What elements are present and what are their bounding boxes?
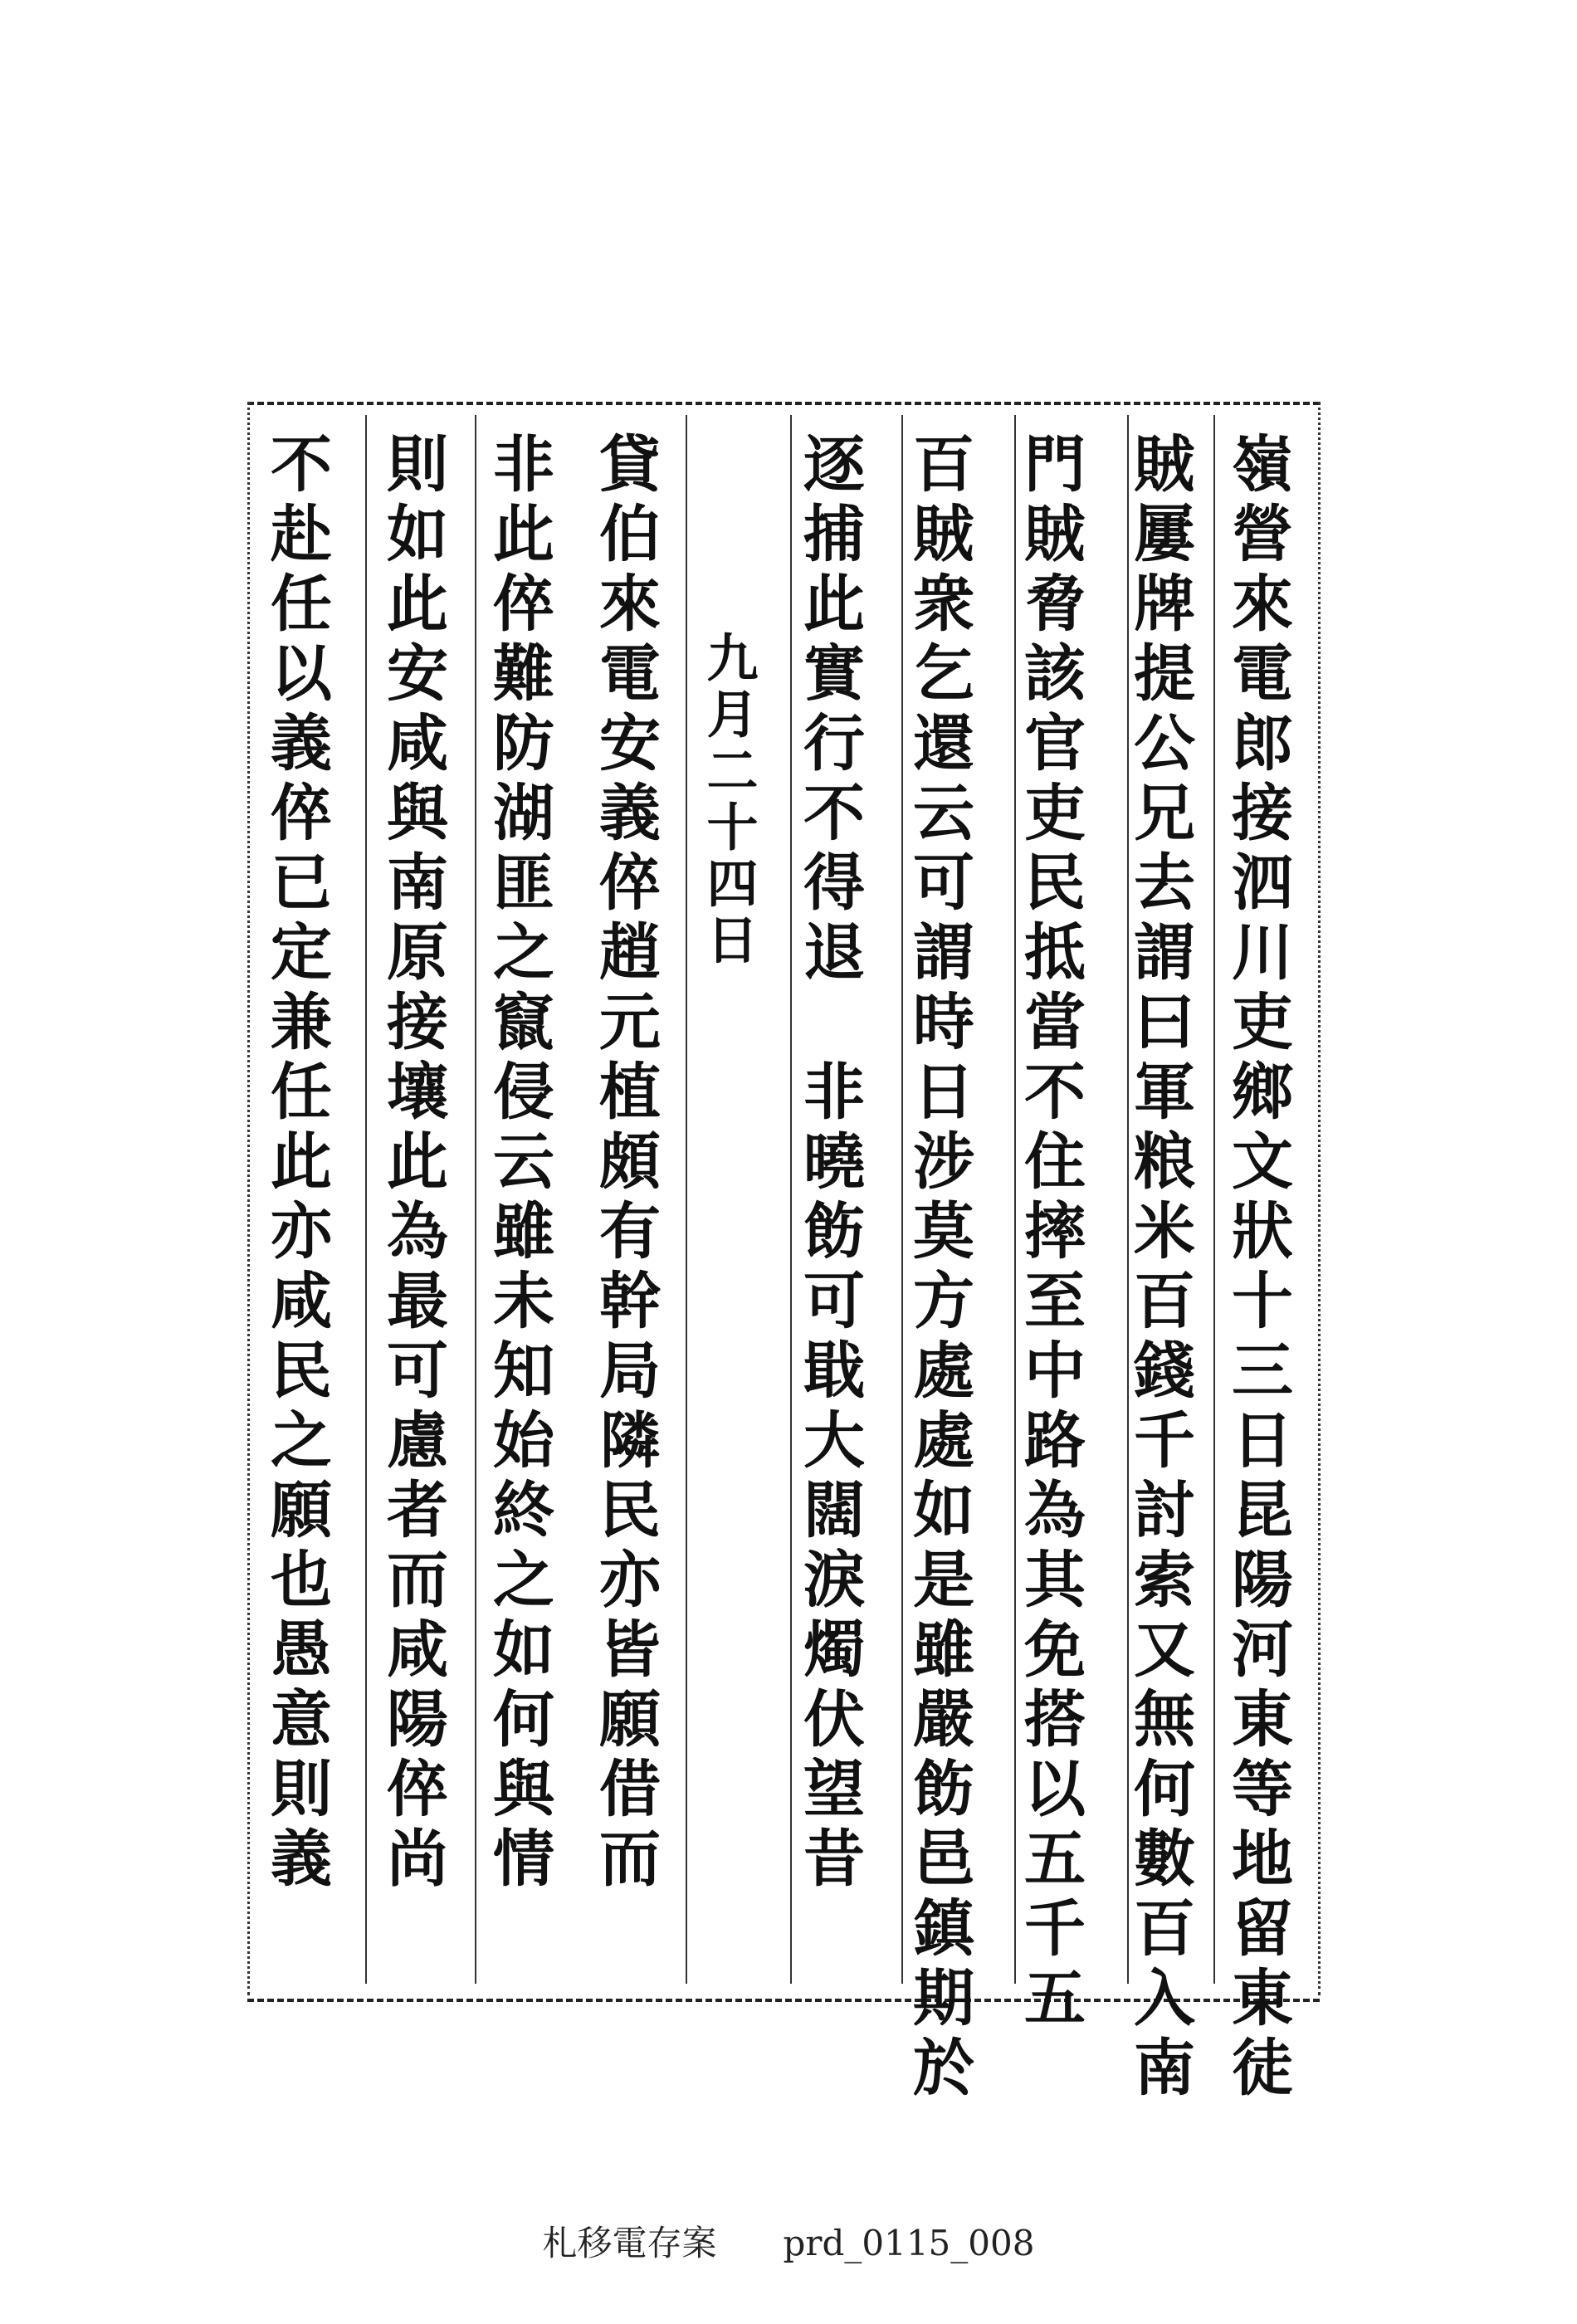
text-column: 貸伯來電安義倅趙元植頗有幹局隣民亦皆願借而 (589, 432, 661, 1896)
text-column: 則如此安咸與南原接壤此為最可慮者而咸陽倅尚 (377, 432, 448, 1896)
column-rule (790, 415, 792, 1984)
text-column: 門賊脅該官吏民抵當不住摔至中路為其免搭以五千五 (1014, 432, 1086, 2035)
page-footer (0, 2216, 1577, 2266)
column-rule (1213, 415, 1215, 1984)
column-rule (686, 415, 687, 1984)
text-column: 賊屢牌提公兄去謂曰軍粮米百錢千討索又無何數百入南 (1124, 432, 1195, 2105)
text-column: 不赴任以義倅已定兼任此亦咸民之願也愚意則義 (261, 432, 332, 1896)
footer-code: prd_0115_008 (783, 2223, 1035, 2263)
footer-title: 札移電存案 (542, 2223, 717, 2263)
column-rule (365, 415, 367, 1984)
text-column: 非此倅難防湖匪之竄侵云雖未知始終之如何與情 (483, 432, 554, 1896)
date-column: 九月二十四日 (698, 631, 759, 969)
frame-right-edge (1318, 402, 1321, 1995)
text-column: 嶺營來電郎接泗川吏鄉文狀十三日昆陽河東等地留東徒 (1222, 432, 1293, 2105)
text-column: 逐捕此實行不得退 非曉飭可戢大闊淚燭伏望昔 (793, 432, 865, 1896)
frame-left-edge (247, 402, 250, 1995)
text-column: 百賊衆乞還云可謂時日涉莫方處處如是雖嚴飭邑鎮期於 (903, 432, 974, 2105)
column-rule (475, 415, 476, 1984)
